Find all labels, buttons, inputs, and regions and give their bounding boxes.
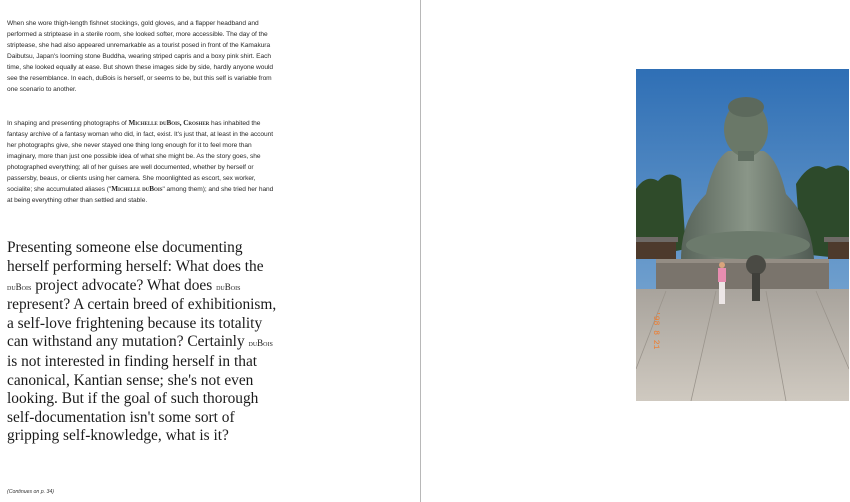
incense-burner — [746, 255, 766, 275]
daibutsu-photo — [636, 69, 849, 401]
body-paragraph-2 — [7, 118, 275, 207]
pull-quote — [7, 239, 282, 446]
continuation-note: (Continues on p. 34) — [7, 489, 55, 495]
artist-name: Michelle duBois, Crosher — [128, 118, 210, 127]
paragraph-2-middle: has inhabited the fantasy archive of a fantasy woman who did, in fact, exist. It's just that, at least in the account her photographs give, she never stayed one thing long enough for it to feel more than imaginary, more than just one possible idea of what she might be. As the story goes, she photographed everything; all of her guises are well documented, whether by herself or passersby, beaus, or clients using her camera. She moonlighted as escort, sex worker, socialite; she accumulated aliases (" — [7, 119, 274, 194]
incense-burner-stand — [752, 273, 760, 301]
pedestal — [656, 259, 829, 289]
roof-right — [824, 237, 849, 242]
body-paragraph-1: When she wore thigh-length fishnet stockings, gold gloves, and a flapper headband and performed a striptease in a sterile room, she looked softer, more accessible. The day of the striptease, she had also appeared unremarkable as a tourist posed in front of the Kamakura Daibutsu, Japan's looming stone Buddha, wearing striped capris and a boxy pink shirt. Each time, she looked equally at ease. But shown these images side by side, hardly anyone would see the resemblance. In each, duBois is herself, or seems to be, but this self is variable from one scenario to another. — [7, 19, 274, 94]
woman-shirt — [718, 268, 726, 282]
buddha-neck — [738, 151, 754, 161]
pull-quote-name-1: duBois — [7, 281, 32, 292]
paragraph-2-after: " among them); and she tried her hand at being everything other than settled and stable. — [7, 186, 274, 205]
pull-quote-part-3: represent? A certain breed of exhibitionism, a self-love frightening because its totality can withstand any mutation? Certainly — [7, 296, 277, 351]
daibutsu-photo-illustration — [636, 69, 849, 401]
right-page — [421, 0, 850, 502]
buddha-lap — [686, 231, 810, 259]
building-left — [636, 241, 676, 259]
woman-head — [719, 262, 725, 268]
pedestal-top — [656, 259, 829, 263]
building-right — [828, 241, 849, 259]
pull-quote-part-4: is not interested in finding herself in that canonical, Kantian sense; she's not even looking. But if the goal of such thorough self-documentation isn't some sort of gripping self-knowledge, what is it? — [7, 352, 259, 445]
pull-quote-name-2: duBois — [216, 281, 241, 292]
paragraph-2-before: In shaping and presenting photographs of — [7, 119, 129, 127]
left-page — [0, 0, 420, 502]
pull-quote-name-3: duBois — [248, 338, 273, 349]
buddha-ushnisha — [728, 97, 764, 117]
alias-name: Michelle duBois — [111, 185, 163, 194]
roof-left — [636, 237, 678, 242]
woman-capris — [719, 282, 725, 304]
pull-quote-part-2: project advocate? What does — [31, 276, 217, 294]
photo-date-stamp: '98 8 21 — [651, 311, 660, 350]
pavement — [636, 289, 849, 401]
pull-quote-part-1: Presenting someone else documenting herself performing herself: What does the — [7, 239, 264, 275]
